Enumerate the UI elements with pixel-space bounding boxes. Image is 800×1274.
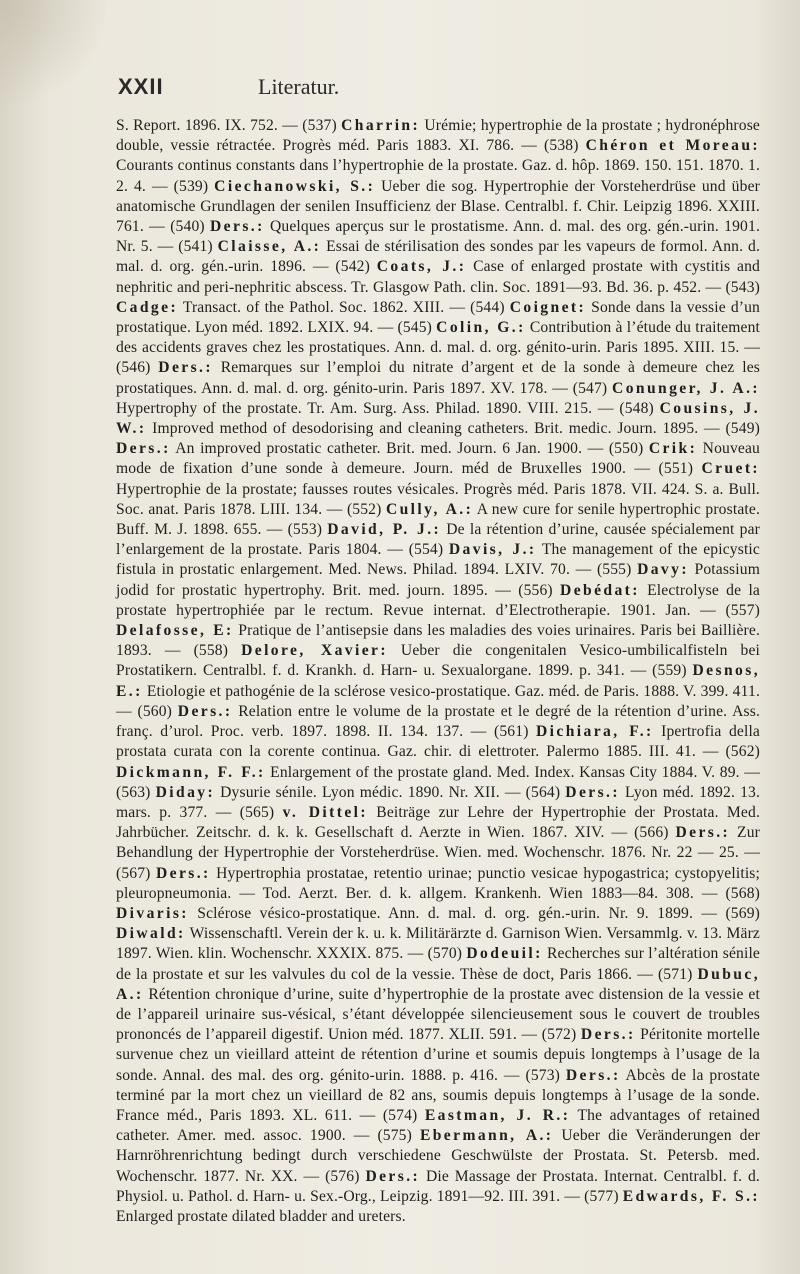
entry-author: Davy: <box>637 561 689 579</box>
entry-author: Diday: <box>155 783 216 801</box>
entry-text: The management of the epicystic fistula in prostatic enlargement. Med. News. Philad. 1894. LXIV. 70. — <box>116 541 760 579</box>
entry-number: (548) <box>619 399 660 417</box>
entry-author: Dodeuil: <box>466 945 543 963</box>
entry-author: Diwald: <box>116 925 186 943</box>
entry-number: (569) <box>725 904 760 922</box>
entry-number: (550) <box>608 440 649 458</box>
page-header <box>118 74 752 104</box>
entry-text: Quelques aperçus sur le prostatisme. Ann. d. mal. des org. gén.-urin. 1901. Nr. 5. — <box>116 218 761 256</box>
page-number: XXII <box>118 74 164 99</box>
entry-author: Crik: <box>648 440 698 458</box>
entry-author: Ders.: <box>116 440 171 458</box>
entry-text: Relation entre le volume de la prostate et le degré de la rétention d’urine. Ass. franç. d’urol. Proc. verb. 1897. 1898. II. 134. 137. — <box>116 702 760 741</box>
entry-number: (541) <box>178 238 218 256</box>
entry-author: Delore, Xavier: <box>241 642 388 660</box>
entry-number: (559) <box>652 662 693 680</box>
entry-number: (570) <box>427 945 467 963</box>
entry-text: Enlargement of the prostate gland. Med. Index. Kansas City 1884. V. 89. — <box>265 763 761 781</box>
entry-text: Recherches sur l’altération sénile de la prostate et sur les valvules du col de la vessie. Thèse de doct, Paris 1866. — <box>116 945 761 983</box>
entry-text: Nouveau mode de fixation d’une sonde à demeure. Journ. méd de Bruxelles 1900. — <box>116 440 760 478</box>
entry-number: (554) <box>408 541 449 559</box>
entry-author: David, P. J.: <box>327 521 442 539</box>
entry-author: Chéron et Moreau: <box>585 137 760 155</box>
entry-text: Improved method of desodorising and cleaning catheters. Brit. medic. Journ. 1895. — <box>146 420 726 438</box>
entry-text: Péritonite mortelle survenue chez un vieillard atteint de rétention d’urine et soumis depuis longtemps à l’usage de la sonde. Annal. des mal. des org. génito-urin. 1888. p. 416. — <box>116 1026 761 1084</box>
entry-number: (575) <box>377 1127 420 1145</box>
entry-author: Dubuc, A.: <box>116 965 760 1003</box>
entry-text: Potassium jodid for prostatic hypertrophy. Brit. med. journ. 1895. — <box>116 561 760 599</box>
entry-number: (563) <box>116 783 156 801</box>
entry-author: Eastman, J. R.: <box>424 1106 571 1124</box>
entry-text: Courants continus constants dans l’hypertrophie de la prostate. Gaz. d. hôp. 1869. 150. 151. 1870. 1. 2. 4. — <box>116 157 760 195</box>
running-head: Literatur. <box>258 74 340 99</box>
entry-number: (566) <box>634 824 676 842</box>
entry-author: Divaris: <box>116 904 189 922</box>
entry-number: (572) <box>541 1026 581 1044</box>
entry-author: Ders.: <box>210 218 265 236</box>
entry-number: (562) <box>725 743 760 761</box>
entry-number: (571) <box>657 965 698 983</box>
entry-text: An improved prostatic catheter. Brit. med. Journ. 6 Jan. 1900. — <box>170 440 609 458</box>
entry-author: Ebermann, A.: <box>419 1127 554 1145</box>
entry-number: (546) <box>116 359 159 377</box>
entry-text: Zur Behandlung der Hypertrophie der Vorsteherdrüse. Wien. med. Wochenschr. 1876. Nr. 22 — 25. — <box>116 824 760 862</box>
entry-author: Ders.: <box>580 1026 636 1044</box>
entry-number: (558) <box>193 642 242 660</box>
entry-number: (553) <box>287 521 328 539</box>
entry-number: (547) <box>572 379 613 397</box>
entry-author: Charrin: <box>341 117 421 134</box>
entry-number: (539) <box>173 177 215 195</box>
entry-text: Hypertrophy of the prostate. Tr. Am. Surg. Ass. Philad. 1890. VIII. 215. — <box>116 399 620 417</box>
entry-number: (538) <box>544 137 586 155</box>
entry-text: Ueber die congenitalen Vesico-umbilicalfisteln bei Prostatikern. Centralbl. f. d. Krankh. d. Harn- u. Sexualorgane. 1899. p. 341. — <box>116 642 761 680</box>
entry-author: Dichiara, F.: <box>536 723 654 741</box>
entry-text: Etiologie et pathogénie de la sclérose vesico-prostatique. Gaz. méd. de Paris. 1888. V. 399. 411. — <box>116 682 760 720</box>
bibliography-entry <box>116 784 526 801</box>
entry-text: Ueber die Veränderungen der Harnröhrenrichtung bedingt durch verschiedene Geschwülste der Prostata. St. Petersb. med. Wochenschr. 1877. Nr. XX. — <box>116 1127 760 1185</box>
entry-number: (576) <box>325 1167 366 1185</box>
entry-author: Ders.: <box>565 783 620 801</box>
entry-text: Sclérose vésico-prostatique. Ann. d. mal. d. org. gén.-urin. Nr. 9. 1899. — <box>188 904 726 922</box>
entry-author: Ders.: <box>158 359 213 377</box>
entry-author: Cully, A.: <box>385 500 474 518</box>
entry-text: Contribution à l’étude du traitement des accidents graves chez les prostatiques. Ann. d. mal. d. org. génito-urin. Paris 1895. XIII. 15. — <box>116 319 760 357</box>
entry-text: Ueber die sog. Hypertrophie der Vorsteherdrüse und über anatomische Grundlagen der senilen Insufficienz der Blase. Centralbl. f. Chir. Leipzig 1896. XXIII. 761. — <box>116 177 760 236</box>
entry-text: Rétention chronique d’urine, suite d’hypertrophie de la prostate avec distension de la vessie et de l’appareil urinaire sus-vésical, s’étant développée silencieusement sous le couvert de troubles prononcés de l’appareil digestif. Union méd. 1877. XLII. 591. — <box>116 985 760 1044</box>
entry-text: A new cure for senile hypertrophic prostate. Buff. M. J. 1898. 655. — <box>116 500 760 539</box>
entry-author: Claisse, A.: <box>217 238 322 256</box>
entry-number: (567) <box>116 864 156 882</box>
entry-text: De la rétention d’urine, causée spécialement par l’enlargement de la prostate. Paris 1804. — <box>116 521 761 559</box>
entry-author: Ders.: <box>155 864 211 882</box>
entry-text: Urémie; hypertrophie de la prostate ; hydronéphrose double, vessie rétractée. Progrès méd. Paris 1883. XI. 786. — <box>116 117 761 155</box>
entry-author: Edwards, F. S.: <box>622 1187 760 1205</box>
entry-number: (537) <box>302 117 342 134</box>
entry-text: Pratique de l’antisepsie dans les maladies des voies urinaires. Paris bei Baillière. 1893. — <box>116 622 760 660</box>
bibliography-body <box>116 116 760 1227</box>
entry-number: (543) <box>725 278 760 296</box>
entry-author: Cousins, J. W.: <box>116 399 761 438</box>
entry-number: (551) <box>658 460 702 478</box>
entry-author: Cruet: <box>701 460 760 478</box>
entry-author: Ders.: <box>365 1167 421 1185</box>
entry-text: Hypertrophie de la prostate; fausses routes vésicales. Progrès méd. Paris 1878. VII. 424. S. a. Bull. Soc. anat. Paris 1878. LIII. 134. — <box>116 480 760 518</box>
entry-text: Essai de stérilisation des sondes par les vapeurs de formol. Ann. d. mal. d. org. gén.-urin. 1896. — <box>116 238 761 276</box>
entry-author: Cadge: <box>116 298 179 316</box>
entry-author: Ders.: <box>177 702 233 720</box>
entry-number: (556) <box>518 581 561 599</box>
entry-number: (545) <box>397 319 437 337</box>
entry-text: Dysurie sénile. Lyon médic. 1890. Nr. XII. — <box>215 783 526 801</box>
entry-number: (552) <box>346 500 386 518</box>
entry-number: (544) <box>470 298 510 316</box>
entry-author: Debédat: <box>560 581 640 599</box>
entry-number: (561) <box>494 723 537 741</box>
entry-number: (564) <box>525 783 566 801</box>
entry-author: Davis, J.: <box>448 541 537 559</box>
entry-author: Dickmann, F. F.: <box>116 763 266 781</box>
entry-text: Remarques sur l’emploi du nitrate d’argent et de la sonde à demeure chez les prostatiques. Ann. d. mal. d. org. génito-urin. Paris 1897. XV. 178. — <box>116 359 761 397</box>
entry-text: Abcès de la prostate terminé par la mort chez un vieillard de 82 ans, soumis depuis longtemps à l’usage de la sonde. France méd., Paris 1893. XL. 611. — <box>116 1066 760 1124</box>
entry-author: Ders.: <box>565 1066 621 1084</box>
entry-author: Delafosse, E: <box>116 622 234 640</box>
entry-author: Colin, G.: <box>436 319 526 337</box>
entry-author: Coats, J.: <box>376 258 467 276</box>
entry-number: (540) <box>170 218 211 236</box>
entry-author: Ciechanowski, S.: <box>214 177 376 195</box>
bibliography-entry <box>116 865 760 902</box>
entry-author: v. Dittel: <box>282 803 368 821</box>
entry-text: Hypertrophia prostatae, retentio urinae; punctio vesicae hypogastrica; cystopyelitis; pleuropneumonia. — Tod. Aerzt. Ber. d. k. allgem. Krankenh. Wien 1883—84. 308. — <box>116 864 761 902</box>
entry-text: Electrolyse de la prostate hypertrophiée par le rectum. Revue internat. d’Electrotherapie. 1901. Jan. — <box>116 581 761 619</box>
entry-number: (568) <box>725 884 760 902</box>
page-corner-shadow <box>0 0 110 110</box>
entry-text: Transact. of the Pathol. Soc. 1862. XIII. — <box>178 298 471 316</box>
entry-number: (549) <box>725 420 760 438</box>
lead-text: S. Report. 1896. IX. 752. — <box>116 117 303 134</box>
entry-author: Coignet: <box>509 298 587 316</box>
entry-text: Wissenschaftl. Verein der k. u. k. Militärärzte d. Garnison Wien. Versammlg. v. 13. März 1897. Wien. klin. Wochenschr. XXXIX. 875. — <box>116 925 760 963</box>
entry-number: (573) <box>525 1066 566 1084</box>
entry-text: Ipertrofia della prostata curata con la corente continua. Gaz. chir. di elettroter. Palermo 1885. III. 41. — <box>116 723 761 761</box>
entry-text: Lyon méd. 1892. 13. mars. p. 377. — <box>116 783 761 821</box>
entry-text: Beiträge zur Lehre der Hypertrophie der Prostata. Med. Jahrbücher. Zeitschr. d. k. k. Gesellschaft d. Aerzte in Wien. 1867. XIV. — <box>116 803 760 842</box>
entry-author: Conunger, J. A.: <box>612 379 760 397</box>
entry-number: (565) <box>239 803 283 821</box>
entry-text: Sonde dans la vessie d’un prostatique. Lyon méd. 1892. LXIX. 94. — <box>116 298 760 337</box>
entry-text: Die Massage der Prostata. Internat. Centralbl. f. d. Physiol. u. Pathol. d. Harn- u. Sex.-Org., Leipzig. 1891—92. III. 391. — <box>116 1167 760 1205</box>
entry-text: Case of enlarged prostate with cystitis and nephritic and peri-nephritic abscess. Tr. Glasgow Path. clin. Soc. 1891—93. Bd. 36. p. 452. — <box>116 258 761 296</box>
entry-text: Enlarged prostate dilated bladder and ureters. <box>116 1207 406 1225</box>
entry-number: (542) <box>335 258 377 276</box>
entry-number: (557) <box>725 601 760 619</box>
entry-author: Desnos, E.: <box>116 662 761 700</box>
entry-text: The advantages of retained catheter. Amer. med. assoc. 1900. — <box>116 1106 760 1145</box>
entry-number: (574) <box>382 1106 425 1124</box>
entry-number: (560) <box>137 702 178 720</box>
entry-number: (577) <box>584 1187 623 1205</box>
entry-number: (555) <box>596 561 638 579</box>
entry-author: Ders.: <box>675 824 731 842</box>
